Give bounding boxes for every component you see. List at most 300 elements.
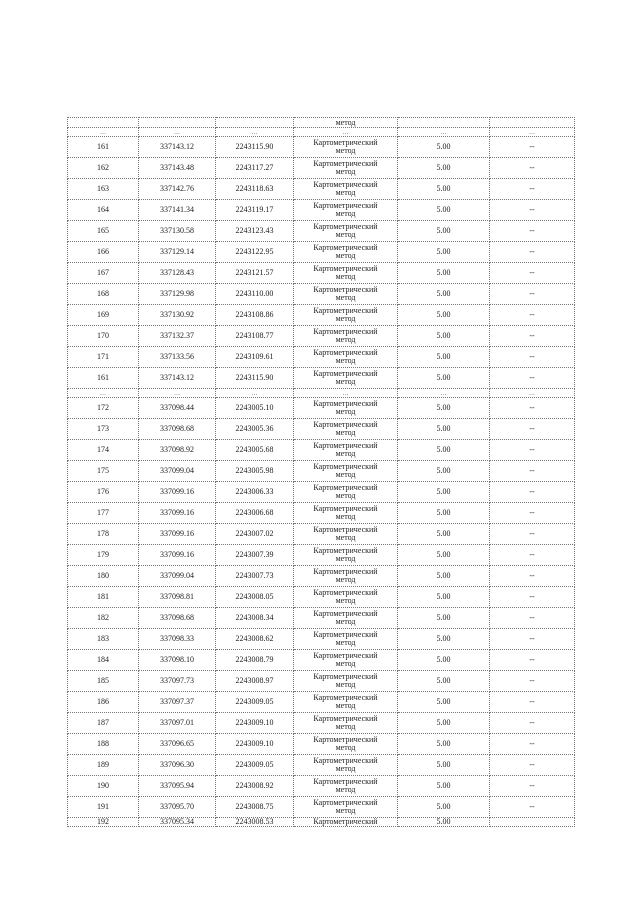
point-number-cell: 176 — [68, 482, 139, 503]
y-coordinate-cell: 2243009.05 — [216, 692, 294, 713]
accuracy-cell: 5.00 — [398, 692, 490, 713]
method-line-1: Картометрический — [313, 201, 378, 210]
table-row — [68, 419, 575, 440]
method-cell — [294, 692, 398, 713]
coordinates-table-body — [68, 118, 575, 827]
description-cell: -- — [490, 158, 575, 179]
table-row — [68, 158, 575, 179]
x-coordinate-cell: 337133.56 — [139, 347, 216, 368]
point-number-cell: 191 — [68, 797, 139, 818]
y-coordinate-cell: 2243008.79 — [216, 650, 294, 671]
x-coordinate-cell: 337095.70 — [139, 797, 216, 818]
point-number-cell: 181 — [68, 587, 139, 608]
method-line-2: метод — [335, 146, 356, 155]
x-coordinate-cell: 337099.16 — [139, 503, 216, 524]
point-number-cell: 177 — [68, 503, 139, 524]
description-cell: -- — [490, 608, 575, 629]
x-coordinate-cell: 337098.81 — [139, 587, 216, 608]
y-coordinate-cell: 2243005.98 — [216, 461, 294, 482]
method-cell — [294, 398, 398, 419]
table-row — [68, 671, 575, 692]
x-coordinate-cell: 337129.14 — [139, 242, 216, 263]
x-coordinate-cell: 337099.04 — [139, 461, 216, 482]
x-coordinate-cell: 337098.68 — [139, 608, 216, 629]
y-coordinate-cell: 2243005.68 — [216, 440, 294, 461]
description-cell: -- — [490, 284, 575, 305]
point-number-cell: 164 — [68, 200, 139, 221]
y-coordinate-cell: 2243005.10 — [216, 398, 294, 419]
table-row — [68, 482, 575, 503]
method-line-1: Картометрический — [313, 714, 378, 723]
point-number-cell: 192 — [68, 818, 139, 827]
method-line-1: Картометрический — [313, 567, 378, 576]
y-coordinate-cell: 2243009.05 — [216, 755, 294, 776]
table-row — [68, 692, 575, 713]
x-coordinate-cell: 337097.01 — [139, 713, 216, 734]
method-line-1: Картометрический — [313, 348, 378, 357]
description-cell: -- — [490, 200, 575, 221]
method-cell: ... — [294, 128, 398, 137]
accuracy-cell: 5.00 — [398, 629, 490, 650]
method-line-2: метод — [335, 806, 356, 815]
method-line-1: Картометрический — [313, 369, 378, 378]
point-number-cell: 188 — [68, 734, 139, 755]
point-number-cell: 168 — [68, 284, 139, 305]
x-coordinate-cell: 337098.33 — [139, 629, 216, 650]
description-cell: -- — [490, 368, 575, 389]
y-coordinate-cell: 2243119.17 — [216, 200, 294, 221]
table-row — [68, 368, 575, 389]
description-cell: -- — [490, 419, 575, 440]
accuracy-cell: 5.00 — [398, 200, 490, 221]
description-cell: -- — [490, 587, 575, 608]
method-cell — [294, 242, 398, 263]
method-line-2: метод — [335, 722, 356, 731]
x-coordinate-cell: 337128.43 — [139, 263, 216, 284]
method-cell — [294, 305, 398, 326]
description-cell: -- — [490, 692, 575, 713]
method-line-2: метод — [335, 188, 356, 197]
method-cell: ... — [294, 389, 398, 398]
method-line-2: метод — [335, 272, 356, 281]
y-coordinate-cell: 2243108.77 — [216, 326, 294, 347]
method-line-1: Картометрический — [313, 630, 378, 639]
x-coordinate-cell: 337099.16 — [139, 524, 216, 545]
x-coordinate-cell: 337099.16 — [139, 545, 216, 566]
y-coordinate-cell: 2243009.10 — [216, 734, 294, 755]
method-line-2: метод — [335, 377, 356, 386]
point-number-cell: 189 — [68, 755, 139, 776]
table-row — [68, 347, 575, 368]
x-coordinate-cell: 337097.37 — [139, 692, 216, 713]
table-row — [68, 461, 575, 482]
separator-row — [68, 128, 575, 137]
x-coordinate-cell: 337130.58 — [139, 221, 216, 242]
x-coordinate-cell: 337098.10 — [139, 650, 216, 671]
accuracy-cell: 5.00 — [398, 503, 490, 524]
accuracy-cell: 5.00 — [398, 305, 490, 326]
accuracy-cell: 5.00 — [398, 158, 490, 179]
x-coordinate-cell: 337143.12 — [139, 368, 216, 389]
point-number-cell: 161 — [68, 368, 139, 389]
separator-row — [68, 389, 575, 398]
y-coordinate-cell: ... — [216, 389, 294, 398]
method-line-1: Картометрический — [313, 327, 378, 336]
description-cell: -- — [490, 137, 575, 158]
y-coordinate-cell: 2243006.33 — [216, 482, 294, 503]
table-row — [68, 545, 575, 566]
table-row — [68, 503, 575, 524]
point-number-cell: 182 — [68, 608, 139, 629]
description-cell: -- — [490, 305, 575, 326]
method-line-1: Картометрический — [313, 399, 378, 408]
method-cell — [294, 797, 398, 818]
method-line-1: Картометрический — [313, 441, 378, 450]
point-number-cell: 185 — [68, 671, 139, 692]
method-line-2: метод — [335, 743, 356, 752]
accuracy-cell: 5.00 — [398, 242, 490, 263]
y-coordinate-cell: 2243006.68 — [216, 503, 294, 524]
point-number-cell: 174 — [68, 440, 139, 461]
method-line-1: Картометрический — [313, 180, 378, 189]
method-line-2: метод — [335, 407, 356, 416]
x-coordinate-cell: 337098.92 — [139, 440, 216, 461]
x-coordinate-cell: 337141.34 — [139, 200, 216, 221]
accuracy-cell: 5.00 — [398, 368, 490, 389]
y-coordinate-cell: 2243110.00 — [216, 284, 294, 305]
x-coordinate-cell: 337132.37 — [139, 326, 216, 347]
point-number-cell: 179 — [68, 545, 139, 566]
point-number-cell: 184 — [68, 650, 139, 671]
method-cell — [294, 524, 398, 545]
method-cell — [294, 482, 398, 503]
method-line-2: метод — [335, 617, 356, 626]
accuracy-cell: 5.00 — [398, 419, 490, 440]
point-number-cell: ... — [68, 128, 139, 137]
y-coordinate-cell: 2243008.05 — [216, 587, 294, 608]
method-cell — [294, 503, 398, 524]
x-coordinate-cell: 337130.92 — [139, 305, 216, 326]
table-row — [68, 629, 575, 650]
accuracy-cell: 5.00 — [398, 671, 490, 692]
y-coordinate-cell: 2243118.63 — [216, 179, 294, 200]
method-line-1: Картометрический — [313, 138, 378, 147]
method-line-1: Картометрический — [313, 546, 378, 555]
point-number-cell: 169 — [68, 305, 139, 326]
point-number-cell: 172 — [68, 398, 139, 419]
accuracy-cell: 5.00 — [398, 326, 490, 347]
description-cell: -- — [490, 503, 575, 524]
method-line-1: Картометрический — [313, 735, 378, 744]
table-row — [68, 263, 575, 284]
y-coordinate-cell: 2243008.34 — [216, 608, 294, 629]
method-line-1: Картометрический — [313, 462, 378, 471]
method-line-1: Картометрический — [313, 693, 378, 702]
method-line-2: метод — [335, 293, 356, 302]
method-cell — [294, 284, 398, 305]
accuracy-cell: 5.00 — [398, 284, 490, 305]
method-cell — [294, 587, 398, 608]
description-cell: -- — [490, 398, 575, 419]
point-number-cell: 167 — [68, 263, 139, 284]
description-cell: -- — [490, 545, 575, 566]
description-cell: -- — [490, 734, 575, 755]
method-cell — [294, 137, 398, 158]
accuracy-cell: 5.00 — [398, 398, 490, 419]
accuracy-cell: 5.00 — [398, 179, 490, 200]
method-line-2: метод — [335, 533, 356, 542]
table-row — [68, 326, 575, 347]
point-number-cell: 163 — [68, 179, 139, 200]
method-cell — [294, 461, 398, 482]
method-line-1: Картометрический — [313, 285, 378, 294]
table-row — [68, 398, 575, 419]
y-coordinate-cell: 2243121.57 — [216, 263, 294, 284]
method-line-1: Картометрический — [313, 588, 378, 597]
description-cell: -- — [490, 650, 575, 671]
method-line-2: метод — [335, 167, 356, 176]
table-row — [68, 713, 575, 734]
y-coordinate-cell: 2243123.43 — [216, 221, 294, 242]
method-line-1: Картометрический — [313, 609, 378, 618]
description-cell: -- — [490, 242, 575, 263]
description-cell: -- — [490, 776, 575, 797]
accuracy-cell: 5.00 — [398, 776, 490, 797]
table-row — [68, 200, 575, 221]
method-line-2: метод — [335, 512, 356, 521]
method-line-1: Картометрический — [313, 672, 378, 681]
accuracy-cell: 5.00 — [398, 818, 490, 827]
table-row — [68, 118, 575, 128]
description-cell: -- — [490, 461, 575, 482]
method-line-1: Картометрический — [313, 243, 378, 252]
method-cell — [294, 713, 398, 734]
table-row — [68, 524, 575, 545]
method-cell — [294, 608, 398, 629]
accuracy-cell: 5.00 — [398, 734, 490, 755]
table-row — [68, 587, 575, 608]
method-line-2: метод — [335, 449, 356, 458]
accuracy-cell: 5.00 — [398, 440, 490, 461]
method-cell — [294, 776, 398, 797]
accuracy-cell: 5.00 — [398, 650, 490, 671]
point-number-cell: 186 — [68, 692, 139, 713]
point-number-cell: 161 — [68, 137, 139, 158]
method-line-1: Картометрический — [313, 777, 378, 786]
method-line-1: Картометрический — [313, 222, 378, 231]
method-cell — [294, 326, 398, 347]
x-coordinate-cell: ... — [139, 128, 216, 137]
method-line-2: метод — [335, 491, 356, 500]
accuracy-cell: 5.00 — [398, 482, 490, 503]
method-line-1: Картометрический — [313, 483, 378, 492]
method-cell — [294, 545, 398, 566]
point-number-cell: 170 — [68, 326, 139, 347]
description-cell: -- — [490, 713, 575, 734]
method-line-2: метод — [335, 251, 356, 260]
y-coordinate-cell: 2243008.62 — [216, 629, 294, 650]
x-coordinate-cell: 337096.65 — [139, 734, 216, 755]
method-cell: метод — [294, 118, 398, 128]
method-cell — [294, 419, 398, 440]
table-row — [68, 755, 575, 776]
accuracy-cell: 5.00 — [398, 461, 490, 482]
method-line-2: метод — [335, 428, 356, 437]
table-row — [68, 818, 575, 827]
x-coordinate-cell: 337142.76 — [139, 179, 216, 200]
point-number-cell: 187 — [68, 713, 139, 734]
method-cell — [294, 347, 398, 368]
y-coordinate-cell: 2243005.36 — [216, 419, 294, 440]
method-line-1: Картометрический — [313, 264, 378, 273]
x-coordinate-cell: 337096.30 — [139, 755, 216, 776]
method-cell — [294, 179, 398, 200]
method-line-1: Картометрический — [313, 525, 378, 534]
y-coordinate-cell: 2243009.10 — [216, 713, 294, 734]
description-cell: -- — [490, 326, 575, 347]
method-cell — [294, 263, 398, 284]
table-row — [68, 179, 575, 200]
y-coordinate-cell: 2243117.27 — [216, 158, 294, 179]
method-line-1: Картометрический — [313, 306, 378, 315]
method-cell — [294, 368, 398, 389]
method-line-1: Картометрический — [313, 756, 378, 765]
method-line-2: метод — [335, 638, 356, 647]
method-line-1: Картометрический — [313, 420, 378, 429]
accuracy-cell: ... — [398, 389, 490, 398]
point-number-cell: 162 — [68, 158, 139, 179]
method-line-2: метод — [335, 314, 356, 323]
table-row — [68, 566, 575, 587]
x-coordinate-cell: ... — [139, 389, 216, 398]
point-number-cell: 190 — [68, 776, 139, 797]
y-coordinate-cell: 2243008.97 — [216, 671, 294, 692]
accuracy-cell: 5.00 — [398, 545, 490, 566]
table-row — [68, 608, 575, 629]
x-coordinate-cell: 337095.94 — [139, 776, 216, 797]
description-cell: -- — [490, 629, 575, 650]
table-row — [68, 734, 575, 755]
method-line-2: метод — [335, 575, 356, 584]
table-row — [68, 242, 575, 263]
y-coordinate-cell: 2243109.61 — [216, 347, 294, 368]
description-cell: -- — [490, 671, 575, 692]
description-cell: -- — [490, 179, 575, 200]
point-number-cell: ... — [68, 389, 139, 398]
method-line-2: метод — [335, 785, 356, 794]
accuracy-cell: 5.00 — [398, 755, 490, 776]
table-row — [68, 221, 575, 242]
method-line-2: метод — [335, 701, 356, 710]
y-coordinate-cell: 2243115.90 — [216, 368, 294, 389]
y-coordinate-cell: 2243008.53 — [216, 818, 294, 827]
method-line-1: Картометрический — [313, 651, 378, 660]
method-cell — [294, 629, 398, 650]
x-coordinate-cell: 337143.12 — [139, 137, 216, 158]
method-line-2: метод — [335, 230, 356, 239]
x-coordinate-cell: 337143.48 — [139, 158, 216, 179]
x-coordinate-cell: 337099.04 — [139, 566, 216, 587]
point-number-cell: 180 — [68, 566, 139, 587]
y-coordinate-cell: 2243122.95 — [216, 242, 294, 263]
method-cell — [294, 158, 398, 179]
table-row — [68, 797, 575, 818]
x-coordinate-cell: 337097.73 — [139, 671, 216, 692]
description-cell: -- — [490, 755, 575, 776]
method-line-2: метод — [335, 659, 356, 668]
accuracy-cell: 5.00 — [398, 713, 490, 734]
method-line-2: метод — [335, 596, 356, 605]
method-cell — [294, 566, 398, 587]
method-line-2: метод — [335, 680, 356, 689]
method-line-2: метод — [335, 209, 356, 218]
y-coordinate-cell: 2243008.92 — [216, 776, 294, 797]
point-number-cell: 166 — [68, 242, 139, 263]
y-coordinate-cell: 2243007.73 — [216, 566, 294, 587]
table-row — [68, 284, 575, 305]
method-line-1: Картометрический — [313, 798, 378, 807]
table-row — [68, 305, 575, 326]
y-coordinate-cell: 2243007.39 — [216, 545, 294, 566]
description-cell: -- — [490, 347, 575, 368]
accuracy-cell: 5.00 — [398, 608, 490, 629]
point-number-cell: 165 — [68, 221, 139, 242]
method-line-2: метод — [335, 554, 356, 563]
method-cell — [294, 755, 398, 776]
accuracy-cell: 5.00 — [398, 797, 490, 818]
point-number-cell: 178 — [68, 524, 139, 545]
table-row — [68, 650, 575, 671]
accuracy-cell: 5.00 — [398, 137, 490, 158]
point-number-cell: 183 — [68, 629, 139, 650]
x-coordinate-cell: 337099.16 — [139, 482, 216, 503]
description-cell: ... — [490, 128, 575, 137]
method-cell — [294, 671, 398, 692]
accuracy-cell: 5.00 — [398, 347, 490, 368]
description-cell: -- — [490, 524, 575, 545]
point-number-cell: 171 — [68, 347, 139, 368]
method-line-2: метод — [335, 356, 356, 365]
method-cell: Картометрический — [294, 818, 398, 827]
accuracy-cell: 5.00 — [398, 524, 490, 545]
description-cell — [490, 818, 575, 827]
x-coordinate-cell: 337098.44 — [139, 398, 216, 419]
y-coordinate-cell: ... — [216, 128, 294, 137]
table-row — [68, 440, 575, 461]
method-line-2: метод — [335, 470, 356, 479]
table-row — [68, 776, 575, 797]
description-cell: -- — [490, 566, 575, 587]
point-number-cell: 175 — [68, 461, 139, 482]
description-cell: -- — [490, 263, 575, 284]
description-cell: -- — [490, 482, 575, 503]
method-cell — [294, 734, 398, 755]
accuracy-cell: 5.00 — [398, 566, 490, 587]
description-cell: -- — [490, 440, 575, 461]
coordinates-table — [67, 117, 575, 827]
point-number-cell: 173 — [68, 419, 139, 440]
table-row — [68, 137, 575, 158]
y-coordinate-cell: 2243108.86 — [216, 305, 294, 326]
method-line-2: метод — [335, 335, 356, 344]
method-cell — [294, 221, 398, 242]
description-cell: ... — [490, 389, 575, 398]
y-coordinate-cell: 2243008.75 — [216, 797, 294, 818]
method-line-1: Картометрический — [313, 159, 378, 168]
y-coordinate-cell: 2243007.02 — [216, 524, 294, 545]
method-line-2: метод — [335, 764, 356, 773]
method-cell — [294, 650, 398, 671]
